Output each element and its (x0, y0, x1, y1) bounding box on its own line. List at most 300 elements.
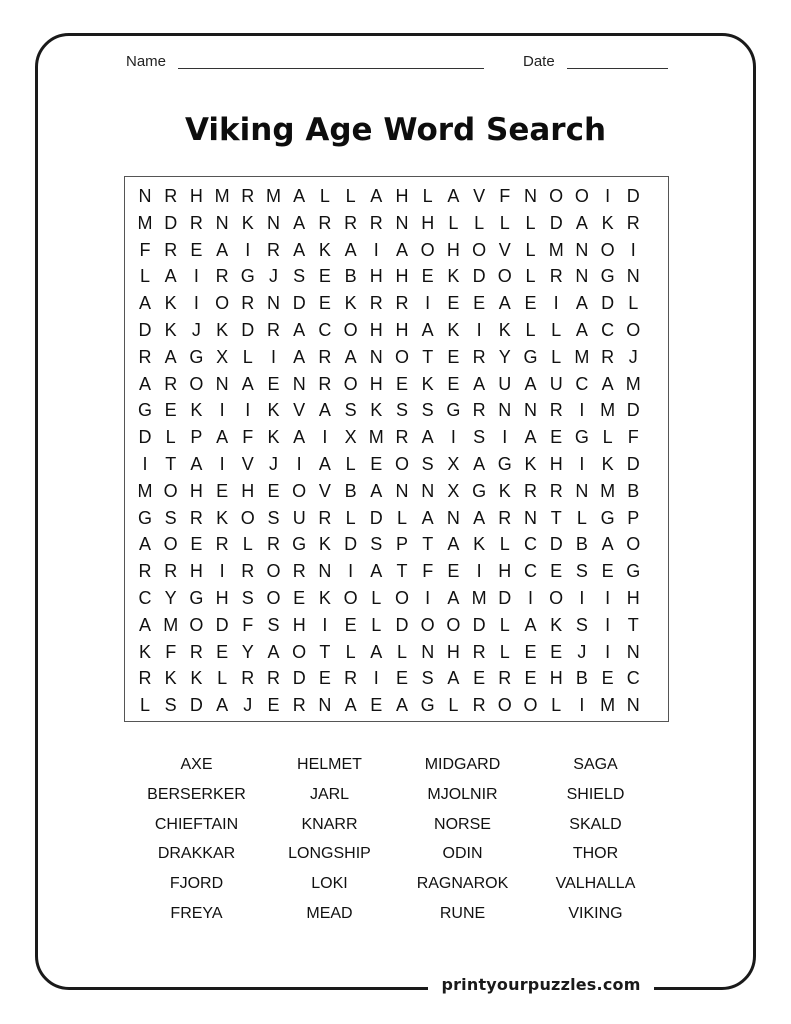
grid-letter: L (576, 507, 587, 528)
grid-letter: A (344, 695, 357, 716)
grid-letter: L (396, 507, 407, 528)
grid-letter: D (498, 588, 512, 608)
grid-letter: D (138, 427, 152, 448)
word-list-item: MJOLNIR (427, 785, 498, 803)
grid-letter: E (190, 534, 203, 555)
grid-letter: R (164, 561, 178, 582)
grid-letter: L (165, 427, 176, 448)
grid-row (125, 665, 668, 691)
grid-letter: O (215, 293, 230, 314)
grid-letter: M (600, 695, 616, 716)
grid-letter: L (474, 212, 485, 233)
grid-letter: L (242, 534, 253, 555)
grid-letter: G (420, 695, 435, 716)
grid-letter: X (447, 454, 460, 474)
grid-letter: R (138, 668, 152, 689)
grid-letter: O (292, 480, 307, 501)
grid-letter: D (292, 668, 306, 689)
grid-letter: R (472, 346, 486, 367)
grid-letter: L (525, 239, 536, 260)
grid-letter: I (579, 588, 585, 608)
grid-letter: N (524, 400, 537, 421)
grid-letter: H (498, 561, 512, 582)
grid-letter: E (344, 614, 357, 635)
grid-letter: G (292, 534, 307, 555)
grid-letter: J (269, 454, 278, 474)
grid-letter: R (241, 186, 255, 206)
grid-letter: D (549, 534, 563, 555)
grid-letter: I (245, 239, 251, 260)
grid-letter: K (344, 293, 357, 314)
grid-letter: N (267, 212, 280, 233)
grid-letter: A (344, 346, 357, 367)
grid-letter: R (189, 641, 203, 662)
grid-letter: I (476, 320, 482, 340)
grid-letter: R (395, 293, 409, 314)
grid-letter: I (348, 561, 354, 582)
grid-letter: O (343, 320, 358, 340)
grid-letter: L (345, 641, 356, 662)
grid-letter: M (137, 480, 153, 501)
grid-letter: I (553, 293, 559, 314)
grid-letter: O (523, 695, 538, 716)
grid-letter: N (575, 239, 589, 260)
grid-row (125, 612, 668, 638)
grid-letter: G (189, 346, 204, 367)
word-list-item: SHIELD (566, 785, 625, 803)
grid-letter: A (216, 695, 229, 716)
word-list-item: THOR (572, 845, 619, 863)
grid-letter: A (293, 186, 306, 206)
grid-letter: K (164, 668, 177, 689)
grid-letter: K (138, 641, 151, 662)
grid-letter: R (267, 668, 280, 689)
grid-letter: C (524, 561, 537, 582)
grid-letter: M (625, 373, 641, 394)
grid-letter: R (189, 212, 203, 233)
grid-letter: L (551, 320, 562, 340)
grid-letter: J (191, 320, 201, 340)
grid-letter: E (293, 588, 306, 608)
word-list-item: LOKI (311, 875, 348, 893)
grid-letter: I (296, 454, 302, 474)
grid-letter: L (217, 668, 228, 689)
grid-letter: A (447, 534, 460, 555)
grid-letter: N (138, 186, 152, 206)
grid-letter: D (549, 212, 563, 233)
grid-row (125, 639, 668, 665)
grid-letter: C (626, 668, 640, 689)
grid-letter: H (395, 266, 409, 287)
grid-letter: D (601, 293, 615, 314)
grid-letter: I (425, 293, 431, 314)
grid-letter: A (524, 373, 537, 394)
grid-letter: C (601, 320, 615, 340)
grid-letter: O (189, 373, 204, 394)
grid-letter: A (293, 427, 306, 448)
grid-letter: K (216, 507, 229, 528)
grid-letter: E (524, 641, 537, 662)
grid-letter: J (628, 346, 638, 367)
grid-letter: O (394, 588, 409, 608)
grid-row (125, 505, 668, 531)
grid-letter: A (473, 373, 486, 394)
grid-letter: A (575, 293, 588, 314)
grid-letter: M (163, 614, 179, 635)
grid-row (125, 263, 668, 289)
grid-letter: R (369, 212, 383, 233)
grid-letter: N (626, 641, 640, 662)
grid-letter: B (575, 668, 588, 689)
grid-letter: N (446, 507, 460, 528)
grid-letter: R (241, 668, 255, 689)
grid-letter: N (267, 293, 280, 314)
grid-letter: D (395, 614, 409, 635)
grid-letter: D (164, 212, 178, 233)
grid-letter: S (421, 400, 434, 421)
grid-letter: I (142, 454, 148, 474)
grid-letter: P (395, 534, 408, 555)
grid-row (125, 558, 668, 584)
grid-letter: R (267, 534, 280, 555)
grid-letter: I (322, 427, 328, 448)
grid-letter: R (138, 561, 152, 582)
word-list-item: CHIEFTAIN (154, 815, 239, 833)
grid-row (125, 290, 668, 316)
grid-letter: H (549, 668, 563, 689)
grid-letter: T (627, 614, 639, 635)
grid-letter: O (266, 588, 281, 608)
grid-letter: E (395, 373, 408, 394)
grid-row (125, 585, 668, 611)
grid-letter: N (575, 480, 589, 501)
grid-letter: K (550, 614, 563, 635)
grid-letter: G (472, 480, 487, 501)
grid-letter: K (447, 320, 460, 340)
grid-row (125, 478, 668, 504)
grid-letter: K (473, 534, 486, 555)
grid-letter: B (344, 266, 357, 287)
grid-letter: E (267, 695, 280, 716)
grid-letter: E (473, 668, 486, 689)
grid-letter: A (216, 427, 229, 448)
grid-letter: R (498, 668, 512, 689)
grid-letter: R (241, 561, 255, 582)
grid-letter: N (421, 641, 435, 662)
grid-letter: O (420, 239, 435, 260)
grid-letter: I (476, 561, 482, 582)
grid-letter: A (447, 588, 460, 608)
grid-row (125, 531, 668, 557)
grid-letter: E (216, 641, 229, 662)
grid-row (125, 344, 668, 370)
grid-letter: H (369, 320, 383, 340)
grid-letter: N (421, 480, 435, 501)
grid-letter: A (293, 346, 306, 367)
grid-letter: L (551, 346, 562, 367)
grid-letter: G (240, 266, 255, 287)
grid-letter: I (219, 561, 225, 582)
grid-letter: H (189, 561, 203, 582)
grid-letter: K (498, 480, 511, 501)
word-list-item: RUNE (439, 905, 486, 922)
grid-letter: E (318, 266, 331, 287)
grid-letter: E (447, 293, 460, 314)
grid-letter: A (473, 507, 486, 528)
grid-letter: R (267, 239, 280, 260)
grid-letter: P (190, 427, 203, 448)
grid-letter: N (575, 266, 589, 287)
grid-letter: L (499, 534, 510, 555)
grid-letter: F (242, 614, 254, 635)
grid-letter: T (422, 534, 434, 555)
grid-letter: A (370, 641, 383, 662)
grid-letter: E (370, 454, 383, 474)
grid-letter: M (266, 186, 281, 206)
grid-letter: D (626, 186, 640, 206)
grid-letter: O (163, 534, 178, 555)
grid-letter: B (627, 480, 640, 501)
word-list-item: FREYA (170, 905, 223, 922)
grid-letter: N (626, 266, 640, 287)
grid-letter: B (344, 480, 357, 501)
grid-letter: X (216, 346, 229, 367)
grid-letter: S (164, 507, 177, 528)
grid-letter: A (190, 454, 203, 474)
grid-letter: D (215, 614, 229, 635)
word-list-item: SKALD (569, 815, 622, 833)
grid-letter: N (318, 561, 332, 582)
grid-letter: R (472, 641, 486, 662)
grid-letter: E (524, 293, 537, 314)
grid-letter: G (626, 561, 641, 582)
grid-letter: Y (241, 641, 254, 662)
grid-letter: L (345, 186, 356, 206)
grid-letter: L (551, 695, 562, 716)
grid-letter: H (395, 186, 409, 206)
grid-letter: I (450, 427, 456, 448)
grid-letter: I (579, 695, 585, 716)
grid-letter: D (189, 695, 203, 716)
grid-letter: I (373, 668, 379, 689)
grid-letter: V (318, 480, 331, 501)
grid-letter: V (293, 400, 306, 421)
grid-letter: O (497, 266, 512, 287)
grid-letter: I (322, 614, 328, 635)
grid-letter: S (421, 454, 434, 474)
grid-letter: L (525, 212, 536, 233)
grid-letter: E (524, 668, 537, 689)
grid-letter: C (318, 320, 332, 340)
grid-letter: K (318, 534, 331, 555)
word-list-item: JARL (309, 785, 350, 803)
grid-letter: L (371, 588, 382, 608)
grid-letter: K (601, 212, 614, 233)
grid-letter: S (473, 427, 486, 448)
grid-letter: E (550, 427, 563, 448)
grid-letter: O (497, 695, 512, 716)
grid-letter: I (193, 266, 199, 287)
grid-letter: K (216, 320, 229, 340)
grid-letter: A (473, 454, 486, 474)
grid-letter: A (395, 695, 408, 716)
grid-letter: L (396, 641, 407, 662)
grid-letter: D (626, 400, 640, 421)
grid-letter: K (370, 400, 383, 421)
grid-letter: O (240, 507, 255, 528)
grid-letter: R (472, 400, 486, 421)
grid-letter: G (446, 400, 461, 421)
grid-letter: M (600, 400, 616, 421)
grid-letter: R (524, 480, 537, 501)
grid-letter: L (345, 507, 356, 528)
grid-letter: O (266, 561, 281, 582)
grid-letter: L (499, 641, 510, 662)
grid-letter: H (189, 186, 203, 206)
grid-letter: K (318, 588, 331, 608)
grid-letter: S (344, 400, 357, 421)
word-list-item: ODIN (442, 845, 483, 863)
grid-letter: A (267, 641, 280, 662)
grid-letter: K (164, 293, 177, 314)
grid-letter: U (292, 507, 306, 528)
word-search-grid (124, 176, 669, 722)
grid-letter: L (422, 186, 433, 206)
grid-letter: A (498, 293, 511, 314)
grid-letter: H (189, 480, 203, 501)
grid-row (125, 237, 668, 263)
word-list-item: DRAKKAR (157, 845, 236, 863)
grid-letter: A (164, 346, 177, 367)
grid-letter: D (472, 266, 486, 287)
grid-letter: D (626, 454, 640, 474)
grid-letter: K (190, 668, 203, 689)
grid-letter: D (138, 320, 152, 340)
grid-letter: S (421, 668, 434, 689)
page-title: Viking Age Word Search (184, 112, 607, 148)
grid-letter: O (394, 454, 409, 474)
grid-letter: R (344, 668, 358, 689)
word-list-item: KNARR (301, 815, 358, 833)
grid-letter: L (628, 293, 639, 314)
name-line (178, 68, 484, 69)
grid-letter: H (626, 588, 640, 608)
grid-letter: L (525, 266, 536, 287)
grid-letter: R (626, 212, 640, 233)
grid-letter: F (627, 427, 639, 448)
grid-letter: E (370, 695, 383, 716)
grid-letter: H (446, 239, 460, 260)
grid-letter: U (549, 373, 563, 394)
grid-letter: G (137, 507, 152, 528)
grid-letter: E (267, 373, 280, 394)
grid-letter: R (164, 186, 178, 206)
grid-letter: N (524, 186, 537, 206)
grid-letter: V (498, 239, 511, 260)
grid-letter: I (527, 588, 533, 608)
grid-letter: E (190, 239, 203, 260)
grid-letter: S (267, 507, 280, 528)
grid-letter: K (498, 320, 511, 340)
grid-letter: R (318, 373, 332, 394)
grid-letter: A (447, 186, 460, 206)
grid-letter: M (368, 427, 384, 448)
grid-letter: E (447, 373, 460, 394)
grid-letter: M (214, 186, 230, 206)
grid-letter: O (574, 186, 589, 206)
grid-row (125, 692, 668, 718)
grid-letter: I (605, 641, 611, 662)
grid-row (125, 397, 668, 423)
grid-letter: R (601, 346, 615, 367)
grid-letter: R (498, 507, 512, 528)
grid-letter: E (164, 400, 177, 421)
grid-letter: E (447, 346, 460, 367)
grid-letter: O (343, 588, 358, 608)
grid-letter: N (524, 507, 537, 528)
grid-letter: S (241, 588, 254, 608)
grid-letter: A (575, 212, 588, 233)
grid-letter: A (421, 320, 434, 340)
grid-letter: S (164, 695, 177, 716)
grid-letter: V (241, 454, 254, 474)
grid-letter: H (369, 266, 383, 287)
grid-letter: R (318, 507, 332, 528)
grid-letter: N (369, 346, 383, 367)
grid-letter: A (138, 614, 151, 635)
grid-letter: H (241, 480, 255, 501)
grid-letter: E (267, 480, 280, 501)
grid-letter: S (370, 534, 383, 555)
grid-letter: R (318, 212, 332, 233)
grid-letter: C (524, 534, 537, 555)
grid-letter: A (601, 373, 614, 394)
grid-letter: K (524, 454, 537, 474)
grid-letter: E (318, 293, 331, 314)
grid-letter: E (550, 641, 563, 662)
grid-letter: H (549, 454, 563, 474)
word-list-item: LONGSHIP (288, 845, 371, 863)
grid-letter: O (292, 641, 307, 662)
grid-letter: K (164, 320, 177, 340)
grid-letter: I (270, 346, 276, 367)
grid-letter: A (138, 534, 151, 555)
grid-letter: R (549, 400, 563, 421)
grid-letter: R (549, 266, 563, 287)
grid-letter: S (575, 614, 588, 635)
grid-letter: L (499, 212, 510, 233)
grid-letter: G (497, 454, 512, 474)
grid-letter: A (370, 561, 383, 582)
word-list-item: HELMET (297, 756, 362, 773)
grid-letter: A (575, 320, 588, 340)
grid-letter: N (215, 212, 229, 233)
grid-letter: A (293, 212, 306, 233)
grid-letter: F (422, 561, 434, 582)
grid-letter: O (549, 186, 564, 206)
grid-letter: R (292, 561, 306, 582)
grid-letter: M (600, 480, 616, 501)
grid-letter: N (318, 695, 332, 716)
grid-letter: A (601, 534, 614, 555)
grid-letter: N (395, 480, 409, 501)
grid-letter: R (138, 346, 152, 367)
grid-row (125, 451, 668, 477)
grid-letter: E (216, 480, 229, 501)
grid-letter: K (421, 373, 434, 394)
grid-letter: A (293, 239, 306, 260)
grid-letter: R (549, 480, 563, 501)
